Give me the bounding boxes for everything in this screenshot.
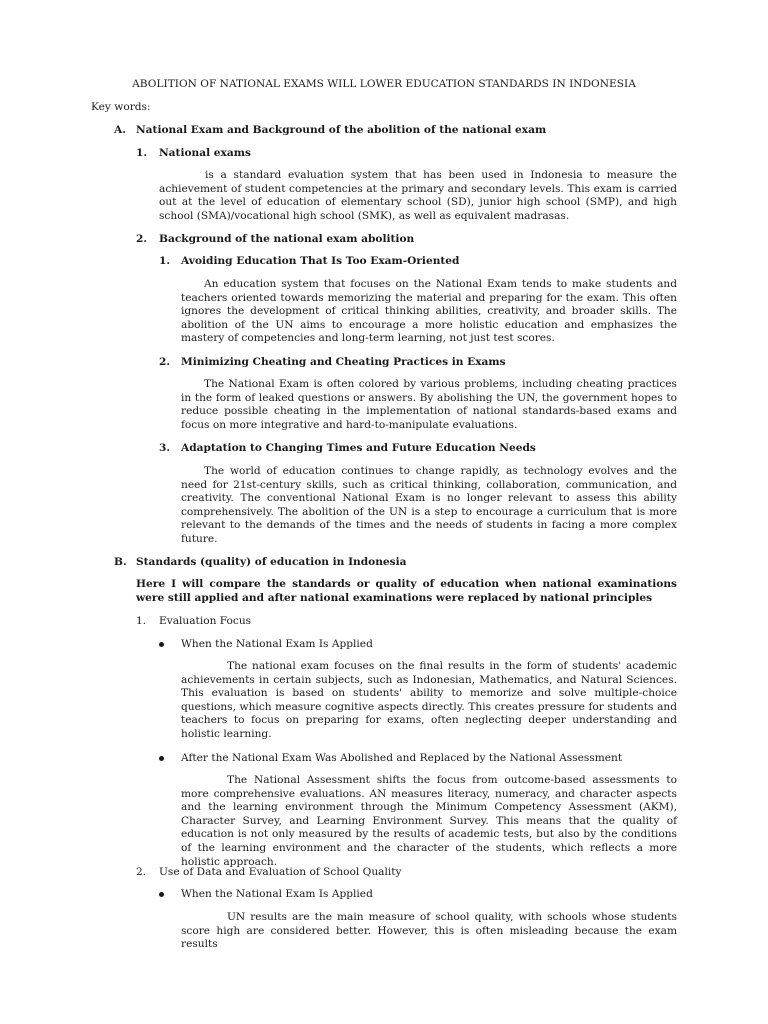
- bullet-b2-1-text: UN results are the main measure of school quality, with schools whose students score high are considered better. However, this is often misleading because the exam results: [181, 911, 677, 951]
- item-b2-marker: 2.: [136, 866, 147, 878]
- sub-a2-1-text: An education system that focuses on the National Exam tends to make students and teachers oriented towards memorizing the material and preparing for the exam. This often ignores the development of critical thinking abilities, creativity, and broader skills. The abolition of the UN aims to encourage a more holistic education and emphasizes the mastery of competencies and long-term learning, not just test scores.: [181, 278, 677, 345]
- section-b-intro: Here I will compare the standards or quality of education when national examinations were still applied and after national examinations were replaced by national principles: [136, 578, 677, 604]
- bullet-b1-2-text: The National Assessment shifts the focus from outcome-based assessments to more comprehensive evaluations. AN measures literacy, numeracy, and character aspects and the learning environment through the Minimum Competency Assessment (AKM), Character Survey, and Learning Environment Survey. This means that the quality of education is not only measured by the results of academic tests, but also by the conditions of the learning environment and the character of the students, which reflects a more holistic approach.: [181, 774, 677, 868]
- sub-a2-2-marker: 2.: [159, 356, 171, 368]
- item-a1-marker: 1.: [136, 147, 148, 159]
- bullet-b2-1: [159, 892, 164, 897]
- sub-a2-2-heading: Minimizing Cheating and Cheating Practices in Exams: [181, 356, 506, 368]
- bullet-b2-1-heading: When the National Exam Is Applied: [181, 888, 373, 900]
- sub-a2-3-text: The world of education continues to change rapidly, as technology evolves and the need for 21st-century skills, such as critical thinking, collaboration, communication, and creativity. The conventional National Exam is no longer relevant to assess this ability comprehensively. The abolition of the UN is a step to encourage a curriculum that is more relevant to the demands of the times and the needs of students in facing a more complex future.: [181, 465, 677, 545]
- item-a2-marker: 2.: [136, 233, 148, 245]
- item-a1-heading: National exams: [159, 147, 251, 159]
- item-b1-heading: Evaluation Focus: [159, 615, 252, 627]
- bullet-b1-2-heading: After the National Exam Was Abolished and Replaced by the National Assessment: [181, 752, 623, 764]
- item-a1-text: is a standard evaluation system that has been used in Indonesia to measure the achievement of student competencies at the primary and secondary levels. This exam is carried out at the level of education of elementary school (SD), junior high school (SMP), and high school (SMA)/vocational high school (SMK), as well as equivalent madrasas.: [159, 169, 677, 222]
- section-b-marker: B.: [114, 556, 127, 568]
- sub-a2-3-heading: Adaptation to Changing Times and Future Education Needs: [181, 442, 536, 454]
- sub-a2-1-marker: 1.: [159, 255, 171, 267]
- sub-a2-2-text: The National Exam is often colored by various problems, including cheating practices in the form of leaked questions or answers. By abolishing the UN, the government hopes to reduce possible cheating in the implementation of national standards-based exams and focus on more integrative and hard-to-manipulate evaluations.: [181, 378, 677, 431]
- document-title: ABOLITION OF NATIONAL EXAMS WILL LOWER EDUCATION STANDARDS IN INDONESIA: [132, 78, 636, 90]
- section-b-heading: Standards (quality) of education in Indonesia: [136, 556, 407, 568]
- bullet-b1-1: [159, 642, 164, 647]
- section-a-marker: A.: [114, 124, 126, 136]
- item-b2-heading: Use of Data and Evaluation of School Quality: [159, 866, 402, 878]
- sub-a2-3-marker: 3.: [159, 442, 171, 454]
- keywords-label: Key words:: [91, 101, 151, 113]
- item-b1-marker: 1.: [136, 615, 147, 627]
- section-a-heading: National Exam and Background of the abolition of the national exam: [136, 124, 547, 136]
- bullet-b1-2: [159, 756, 164, 761]
- bullet-b1-1-heading: When the National Exam Is Applied: [181, 638, 373, 650]
- sub-a2-1-heading: Avoiding Education That Is Too Exam-Oriented: [181, 255, 460, 267]
- item-a2-heading: Background of the national exam abolition: [159, 233, 415, 245]
- bullet-b1-1-text: The national exam focuses on the final results in the form of students' academic achievements in certain subjects, such as Indonesian, Mathematics, and Natural Sciences. This evaluation is based on students' ability to memorize and solve multiple-choice questions, which measure cognitive aspects directly. This creates pressure for students and teachers to focus on preparing for exams, often neglecting deeper understanding and holistic learning.: [181, 660, 677, 740]
